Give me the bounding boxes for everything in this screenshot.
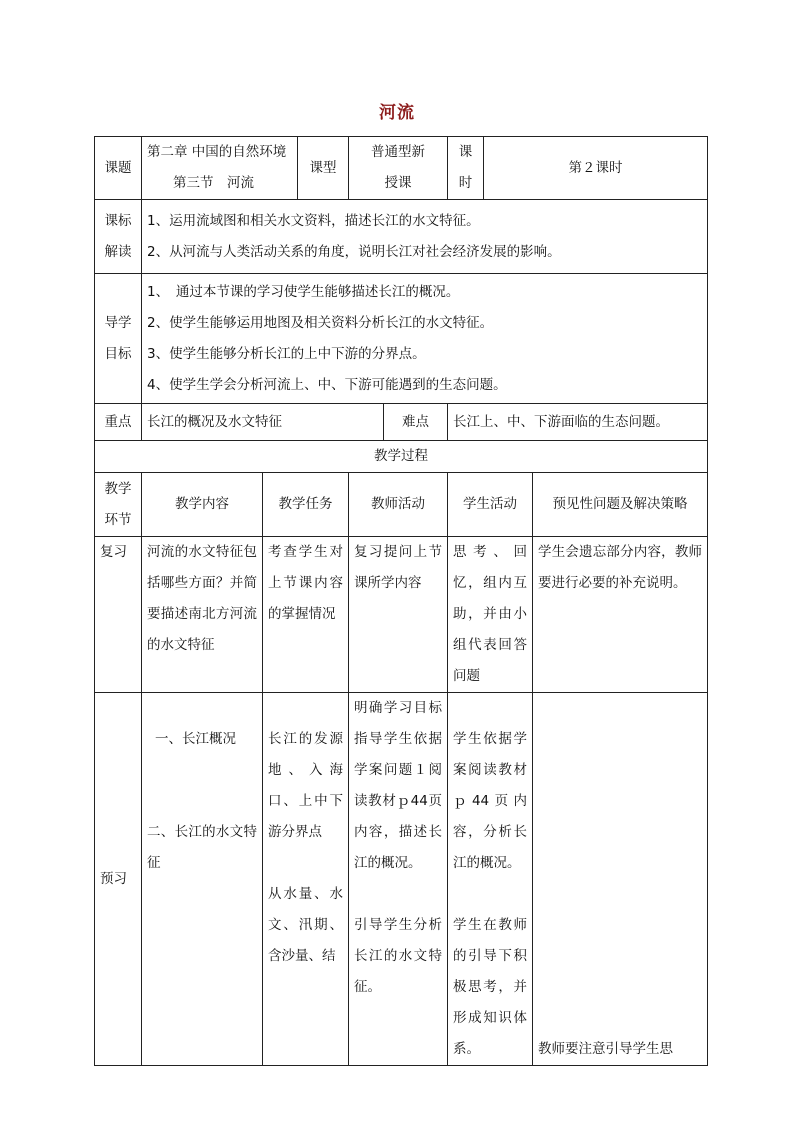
yuxi-teacher-1: 明确学习目标指导学生依据学案问题１阅读教材ｐ44页内容，描述长江的概况。 — [354, 700, 443, 871]
nandian-value: 长江上、中、下游面临的生态问题。 — [448, 404, 708, 441]
kebiao-label — [95, 200, 142, 274]
keshi-label: 课时 — [448, 137, 484, 200]
yuxi-student — [448, 693, 533, 1066]
process-header-row — [95, 473, 708, 537]
yuxi-stage: 预习 — [95, 693, 142, 1066]
zhongdian-row — [95, 404, 708, 441]
yuxi-strategy: 教师要注意引导学生思 — [533, 693, 708, 1066]
daoxue-content — [142, 274, 708, 404]
keti-line-1: 第二章 中国的自然环境 — [147, 144, 287, 160]
fuxi-student: 思考、回忆，组内互助，并由小组代表回答问题 — [448, 537, 533, 693]
col-header-huanjie — [95, 473, 142, 537]
kexing-line-1: 普通型新 — [371, 144, 426, 160]
header-row — [95, 137, 708, 200]
keti-label: 课题 — [95, 137, 142, 200]
zhongdian-value: 长江的概况及水文特征 — [142, 404, 384, 441]
fuxi-stage: 复习 — [95, 537, 142, 693]
fuxi-strategy: 学生会遗忘部分内容，教师要进行必要的补充说明。 — [533, 537, 708, 693]
keti-line-2: 第三节 河流 — [173, 175, 254, 191]
kebiao-row — [95, 200, 708, 274]
col-header-yujian: 预见性问题及解决策略 — [533, 473, 708, 537]
fuxi-task: 考查学生对上节课内容的掌握情况 — [263, 537, 349, 693]
lesson-plan-table — [94, 136, 708, 1066]
daoxue-item: 2、使学生能够运用地图及相关资料分析长江的水文特征。 — [147, 314, 494, 331]
yuxi-row — [95, 693, 708, 1066]
daoxue-label-2: 目标 — [104, 345, 132, 362]
daoxue-label — [95, 274, 142, 404]
kebiao-content — [142, 200, 708, 274]
col-header-neirong: 教学内容 — [142, 473, 263, 537]
col-header-xuesheng: 学生活动 — [448, 473, 533, 537]
zhongdian-label: 重点 — [95, 404, 142, 441]
kebiao-label-1: 课标 — [104, 212, 132, 229]
fuxi-content: 河流的水文特征包括哪些方面？并简要描述南北方河流的水文特征 — [142, 537, 263, 693]
fuxi-row — [95, 537, 708, 693]
keti-value — [142, 137, 298, 200]
kebiao-label-2: 解读 — [104, 243, 132, 260]
yuxi-teacher-2: 引导学生分析长江的水文特征。 — [354, 917, 443, 995]
col-header-huanjie-1: 教学 — [104, 480, 132, 497]
daoxue-item: 1、 通过本节课的学习使学生能够描述长江的概况。 — [147, 283, 460, 300]
daoxue-label-1: 导学 — [104, 314, 132, 331]
yuxi-content — [142, 693, 263, 1066]
yuxi-task-1: 长江的发源地、入海口、上中下游分界点 — [268, 731, 344, 840]
col-header-jiaoshi: 教师活动 — [349, 473, 448, 537]
kebiao-item: 1、运用流域图和相关水文资料，描述长江的水文特征。 — [147, 212, 480, 229]
kexing-value — [349, 137, 448, 200]
kexing-label: 课型 — [298, 137, 349, 200]
kebiao-item: 2、从河流与人类活动关系的角度，说明长江对社会经济发展的影响。 — [147, 243, 561, 260]
nandian-label: 难点 — [384, 404, 448, 441]
daoxue-item: 4、使学生学会分析河流上、中、下游可能遇到的生态问题。 — [147, 376, 507, 393]
yuxi-task — [263, 693, 349, 1066]
yuxi-student-2: 学生在教师的引导下积极思考，并形成知识体系。 — [453, 917, 528, 1057]
keshi-value: 第２课时 — [484, 137, 708, 200]
yuxi-teacher — [349, 693, 448, 1066]
yuxi-student-1: 学生依据学案阅读教材ｐ44页内容，分析长江的概况。 — [453, 731, 528, 871]
process-title: 教学过程 — [95, 441, 708, 473]
col-header-renwu: 教学任务 — [263, 473, 349, 537]
daoxue-row — [95, 274, 708, 404]
daoxue-item: 3、使学生能够分析长江的上中下游的分界点。 — [147, 345, 426, 362]
yuxi-task-2: 从水量、水文、汛期、含沙量、结 — [268, 886, 344, 964]
fuxi-teacher: 复习提问上节课所学内容 — [349, 537, 448, 693]
yuxi-content-1: 一、长江概况 — [155, 731, 236, 747]
yuxi-content-2: 二、长江的水文特征 — [147, 824, 257, 871]
process-title-row — [95, 441, 708, 473]
col-header-huanjie-2: 环节 — [104, 511, 132, 528]
kexing-line-2: 授课 — [384, 175, 412, 191]
page-title: 河流 — [379, 103, 415, 123]
